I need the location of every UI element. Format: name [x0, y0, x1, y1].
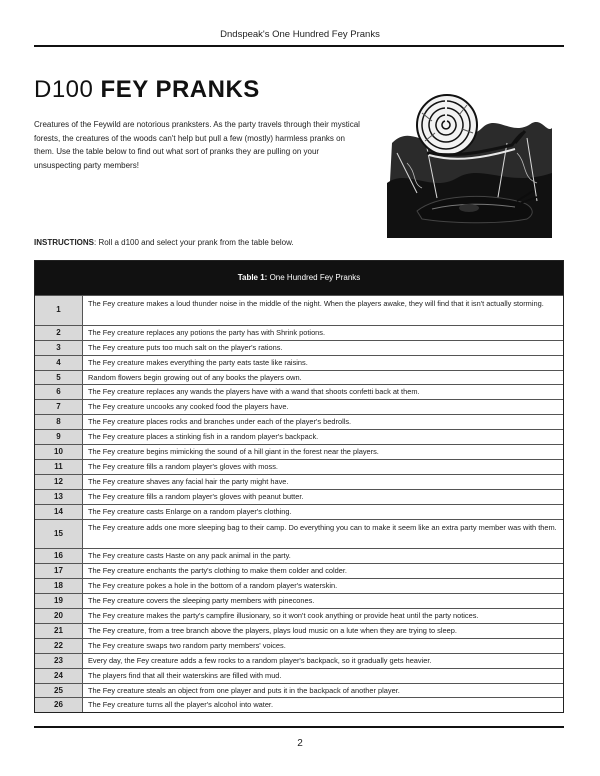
roll-number: 24 — [35, 669, 83, 683]
prank-description: The Fey creature fills a random player's gloves with peanut butter. — [88, 491, 304, 501]
table-row — [35, 638, 563, 653]
roll-number: 18 — [35, 579, 83, 593]
roll-number: 13 — [35, 490, 83, 504]
table-row — [35, 563, 563, 578]
table-row — [35, 355, 563, 370]
table-caption-text: One Hundred Fey Pranks — [267, 273, 361, 282]
prank-description: Random flowers begin growing out of any books the players own. — [88, 372, 302, 382]
instructions — [34, 238, 294, 247]
prank-description: The Fey creature adds one more sleeping bag to their camp. Do everything you can to make it seem like an extra party member was with them. — [88, 522, 557, 532]
pranks-table — [34, 260, 564, 713]
roll-number: 9 — [35, 430, 83, 444]
roll-number: 21 — [35, 624, 83, 638]
prank-description: The Fey creature places rocks and branches under each of the player's bedrolls. — [88, 417, 352, 427]
table-row — [35, 325, 563, 340]
roll-number: 20 — [35, 609, 83, 623]
prank-description: The Fey creature begins mimicking the sound of a hill giant in the forest near the players. — [88, 447, 379, 457]
instructions-text: : Roll a d100 and select your prank from the table below. — [94, 238, 294, 247]
prank-description: The Fey creature covers the sleeping party members with pinecones. — [88, 596, 315, 606]
roll-number: 10 — [35, 445, 83, 459]
table-row — [35, 459, 563, 474]
table-row — [35, 414, 563, 429]
prank-description: The Fey creature casts Haste on any pack animal in the party. — [88, 551, 291, 561]
table-row — [35, 429, 563, 444]
prank-description: The Fey creature, from a tree branch above the players, plays loud music on a lute when they are trying to sleep. — [88, 625, 457, 635]
table-body — [35, 295, 563, 712]
roll-number: 14 — [35, 505, 83, 519]
roll-number: 11 — [35, 460, 83, 474]
roll-number: 25 — [35, 684, 83, 698]
table-row — [35, 489, 563, 504]
table-row — [35, 444, 563, 459]
roll-number: 4 — [35, 356, 83, 370]
roll-number: 3 — [35, 341, 83, 355]
prank-description: The Fey creature places a stinking fish in a random player's backpack. — [88, 432, 319, 442]
prank-description: The players find that all their waterskins are filled with mud. — [88, 670, 282, 680]
table-row — [35, 370, 563, 385]
table-row — [35, 683, 563, 698]
prank-description: The Fey creature shaves any facial hair the party might have. — [88, 476, 289, 486]
table-row — [35, 623, 563, 638]
prank-description: The Fey creature swaps two random party members' voices. — [88, 640, 286, 650]
prank-description: Every day, the Fey creature adds a few rocks to a random player's backpack, so it gradually gets heavier. — [88, 655, 432, 665]
prank-description: The Fey creature fills a random player's gloves with moss. — [88, 461, 278, 471]
prank-description: The Fey creature puts too much salt on the player's rations. — [88, 342, 283, 352]
roll-number: 15 — [35, 520, 83, 549]
footer-divider — [34, 726, 564, 728]
roll-number: 16 — [35, 549, 83, 563]
table-row — [35, 474, 563, 489]
table-row — [35, 653, 563, 668]
roll-number: 1 — [35, 296, 83, 325]
running-header: Dndspeak's One Hundred Fey Pranks — [220, 29, 380, 40]
table-row — [35, 340, 563, 355]
prank-description: The Fey creature makes everything the party eats taste like raisins. — [88, 357, 308, 367]
roll-number: 2 — [35, 326, 83, 340]
table-row — [35, 384, 563, 399]
table-caption — [35, 261, 563, 295]
prank-description: The Fey creature replaces any wands the players have with a wand that shoots confetti back at them. — [88, 387, 420, 397]
snail-slug-engraving-icon — [387, 83, 552, 238]
prank-description: The Fey creature turns all the player's alcohol into water. — [88, 700, 274, 710]
roll-number: 23 — [35, 654, 83, 668]
table-row — [35, 697, 563, 712]
page-title — [34, 76, 260, 104]
roll-number: 8 — [35, 415, 83, 429]
roll-number: 26 — [35, 698, 83, 712]
prank-description: The Fey creature pokes a hole in the bottom of a random player's waterskin. — [88, 581, 338, 591]
table-row — [35, 668, 563, 683]
title-main: FEY PRANKS — [100, 76, 260, 103]
prank-description: The Fey creature makes the party's campfire illusionary, so it won't cook anything or provide heat until the party notices. — [88, 611, 479, 620]
intro-paragraph: Creatures of the Feywild are notorious pranksters. As the party travels through their mystical forests, the creatures of the woods can't help but pull a few (mostly) harmless pranks on them. Use the table below to find out what sort of pranks they are pulling on your unsuspecting party members! — [34, 120, 360, 170]
roll-number: 6 — [35, 385, 83, 399]
roll-number: 5 — [35, 371, 83, 385]
table-row — [35, 548, 563, 563]
prank-description: The Fey creature enchants the party's clothing to make them colder and colder. — [88, 566, 347, 576]
table-row — [35, 593, 563, 608]
prank-description: The Fey creature makes a loud thunder noise in the middle of the night. When the players awake, they will find that it isn't actually storming. — [88, 299, 544, 309]
table-row — [35, 519, 563, 549]
page-number: 2 — [297, 738, 303, 749]
prank-description: The Fey creature replaces any potions the party has with Shrink potions. — [88, 327, 326, 337]
table-row — [35, 578, 563, 593]
prank-description: The Fey creature casts Enlarge on a random player's clothing. — [88, 506, 292, 516]
table-row — [35, 608, 563, 623]
prank-description: The Fey creature steals an object from one player and puts it in the backpack of another player. — [88, 685, 400, 695]
table-row — [35, 399, 563, 414]
header-divider — [34, 45, 564, 47]
roll-number: 12 — [35, 475, 83, 489]
instructions-label: INSTRUCTIONS — [34, 238, 94, 247]
prank-description: The Fey creature uncooks any cooked food the players have. — [88, 402, 289, 412]
roll-number: 17 — [35, 564, 83, 578]
table-row — [35, 504, 563, 519]
title-prefix: D100 — [34, 76, 94, 103]
table-caption-label: Table 1: — [237, 273, 268, 282]
roll-number: 22 — [35, 639, 83, 653]
roll-number: 19 — [35, 594, 83, 608]
roll-number: 7 — [35, 400, 83, 414]
table-row — [35, 295, 563, 325]
